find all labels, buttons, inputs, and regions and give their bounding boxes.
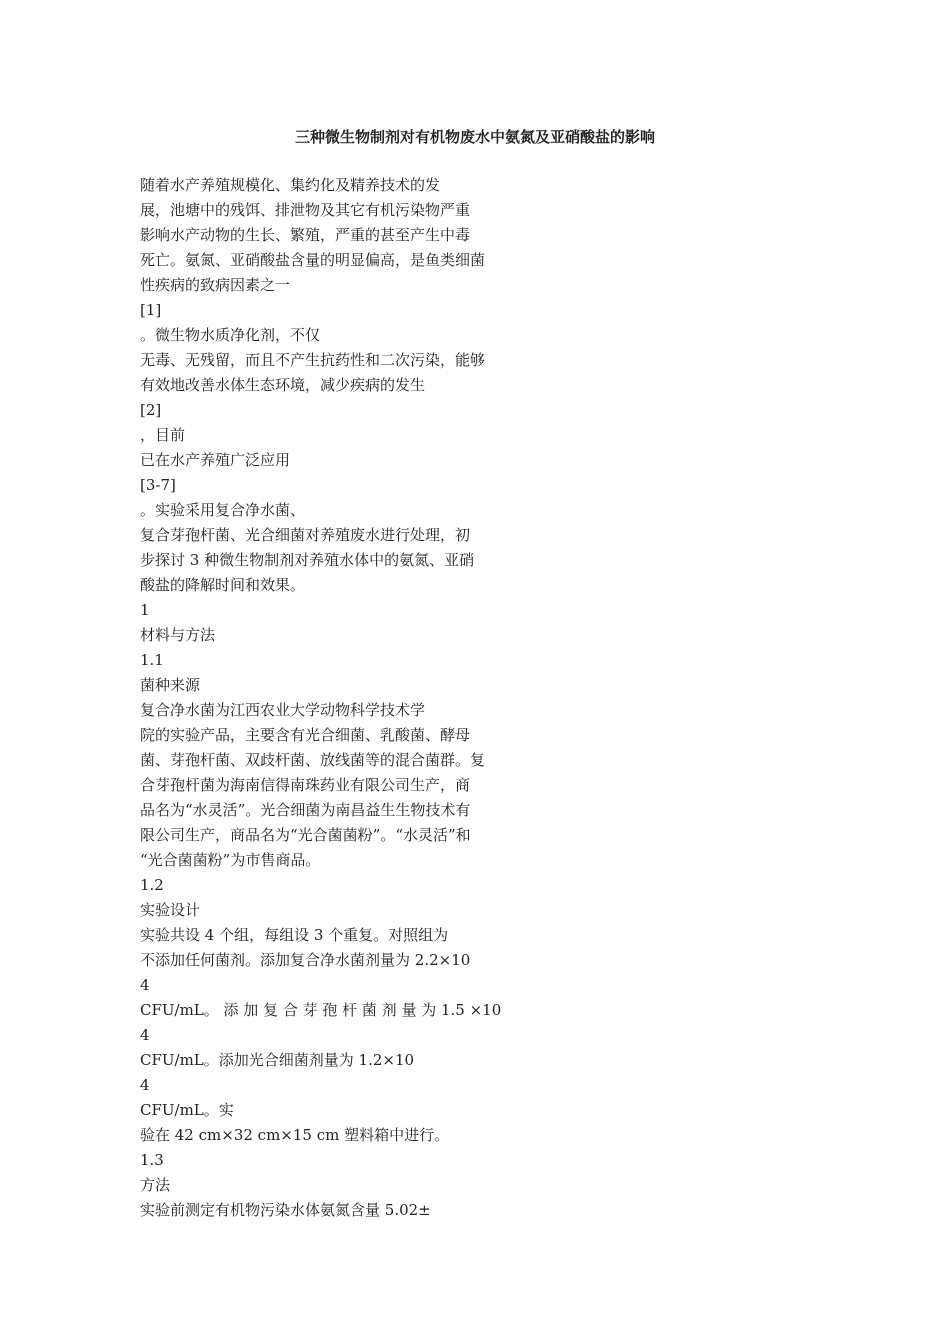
text-line: 性疾病的致病因素之一 (140, 276, 291, 294)
text-line: 4 (140, 976, 150, 994)
text-line: 1.1 (140, 651, 164, 669)
text-line: 酸盐的降解时间和效果。 (140, 576, 306, 594)
text-line: 实验前测定有机物污染水体氨氮含量 5.02± (140, 1201, 431, 1219)
text-line: CFU/mL。 添 加 复 合 芽 孢 杆 菌 剂 量 为 1.5 ×10 (140, 1001, 502, 1019)
text-line: 方法 (140, 1176, 171, 1194)
text-line: 菌、芽孢杆菌、双歧杆菌、放线菌等的混合菌群。复 (140, 751, 486, 769)
text-line: 院的实验产品，主要含有光合细菌、乳酸菌、酵母 (140, 726, 471, 744)
text-line: 4 (140, 1076, 150, 1094)
text-line: 复合芽孢杆菌、光合细菌对养殖废水进行处理，初 (140, 526, 471, 544)
text-line: 不添加任何菌剂。添加复合净水菌剂量为 2.2×10 (140, 951, 471, 969)
text-line: ，目前 (140, 426, 186, 444)
document-title: 三种微生物制剂对有机物废水中氨氮及亚硝酸盐的影响 (294, 128, 655, 146)
text-line: 实验共设 4 个组，每组设 3 个重复。对照组为 (140, 926, 449, 944)
text-line: 1.3 (140, 1151, 164, 1169)
text-line: 材料与方法 (140, 626, 216, 644)
text-line: 随着水产养殖规模化、集约化及精养技术的发 (140, 176, 441, 194)
text-line: 无毒、无残留，而且不产生抗药性和二次污染，能够 (140, 351, 486, 369)
document-body (140, 173, 660, 1223)
text-line: 品名为“水灵活”。光合细菌为南昌益生生物技术有 (140, 801, 471, 819)
text-line: “光合菌菌粉”为市售商品。 (140, 851, 321, 869)
text-line: 展，池塘中的残饵、排泄物及其它有机污染物严重 (140, 201, 471, 219)
text-line: 1.2 (140, 876, 164, 894)
text-line: 。实验采用复合净水菌、 (140, 501, 306, 519)
text-line: CFU/mL。实 (140, 1101, 234, 1119)
text-line: 4 (140, 1026, 150, 1044)
text-line: [3-7] (140, 476, 176, 494)
text-line: 验在 42 cm×32 cm×15 cm 塑料箱中进行。 (140, 1126, 450, 1144)
text-line: [1] (140, 301, 162, 319)
text-line: 复合净水菌为江西农业大学动物科学技术学 (140, 701, 426, 719)
text-line: CFU/mL。添加光合细菌剂量为 1.2×10 (140, 1051, 415, 1069)
text-line: 实验设计 (140, 901, 201, 919)
text-line: 影响水产动物的生长、繁殖，严重的甚至产生中毒 (140, 226, 471, 244)
text-line: 有效地改善水体生态环境，减少疾病的发生 (140, 376, 426, 394)
text-line: 已在水产养殖广泛应用 (140, 451, 291, 469)
text-line: 1 (140, 601, 150, 619)
text-line: 菌种来源 (140, 676, 201, 694)
text-line: 死亡。氨氮、亚硝酸盐含量的明显偏高，是鱼类细菌 (140, 251, 486, 269)
text-line: 。微生物水质净化剂，不仅 (140, 326, 321, 344)
text-line: 合芽孢杆菌为海南信得南珠药业有限公司生产，商 (140, 776, 471, 794)
text-line: [2] (140, 401, 162, 419)
text-line: 步探讨 3 种微生物制剂对养殖水体中的氨氮、亚硝 (140, 551, 475, 569)
text-line: 限公司生产，商品名为“光合菌菌粉”。“水灵活”和 (140, 826, 471, 844)
